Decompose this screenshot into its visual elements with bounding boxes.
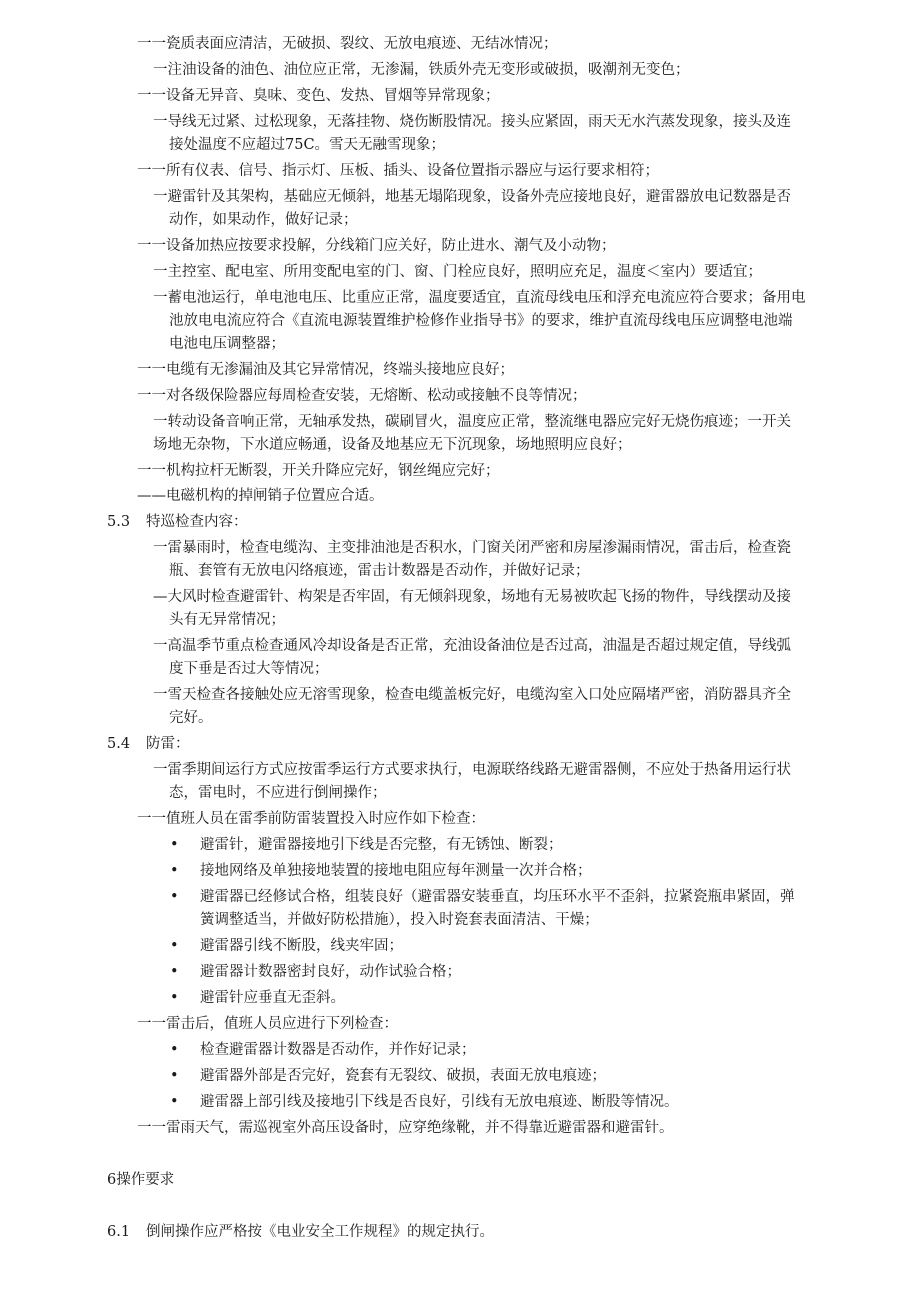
text-line: 一一设备加热应按要求投解，分线箱门应关好，防止进水、潮气及小动物； — [137, 238, 616, 254]
text-line: 一转动设备音响正常，无轴承发热，碳刷冒火，温度应正常，整流继电器应完好无烧伤痕迹；一开关 — [153, 414, 791, 430]
section-heading: 倒闸操作应严格按《电业安全工作规程》的规定执行。 — [146, 1224, 494, 1240]
section-number: 6.1 — [107, 1224, 131, 1240]
text-line: 簧调整适当，并做好防松措施），投入时瓷套表面清洁、干燥； — [200, 912, 599, 928]
text-line: 一一瓷质表面应清洁，无破损、裂纹、无放电痕迹、无结冰情况； — [137, 36, 558, 52]
text-line: 避雷器已经修试合格，组装良好（避雷器安装垂直，均压环水平不歪斜，拉紧瓷瓶串紧固，弹 — [200, 889, 795, 905]
text-line: 避雷器引线不断股，线夹牢固； — [200, 938, 403, 954]
text-line: 检查避雷器计数器是否动作，并作好记录； — [200, 1042, 476, 1058]
bullet-icon: • — [170, 1068, 179, 1084]
bullet-icon: • — [170, 964, 179, 980]
text-line: 完好。 — [169, 710, 213, 726]
text-line: 一雷暴雨时，检查电缆沟、主变排油池是否积水，门窗关闭严密和房屋渗漏雨情况，雷击后，检查瓷 — [153, 540, 791, 556]
text-line: 一高温季节重点检查通风冷却设备是否正常，充油设备油位是否过高，油温是否超过规定值，导线弧 — [153, 638, 791, 654]
text-line: 一一设备无异音、臭味、变色、发热、冒烟等异常现象； — [137, 88, 500, 104]
text-line: 接处温度不应超过75C。雪天无融雪现象； — [169, 137, 446, 153]
text-line: 一一所有仪表、信号、指示灯、压板、插头、设备位置指示器应与运行要求相符； — [137, 163, 659, 179]
text-line: 头有无异常情况； — [169, 612, 285, 628]
section-number: 5.3 — [107, 514, 131, 530]
text-line: —大风时检查避雷针、构架是否牢固，有无倾斜现象，场地有无易被吹起飞扬的物件，导线摆动及接 — [153, 589, 791, 605]
text-line: 一注油设备的油色、油位应正常，无渗漏，铁质外壳无变形或破损，吸潮剂无变色； — [153, 62, 690, 78]
text-line: 动作，如果动作，做好记录； — [169, 212, 358, 228]
text-line: 瓶、套管有无放电闪络痕迹，雷击计数器是否动作，并做好记录； — [169, 563, 590, 579]
bullet-icon: • — [170, 863, 179, 879]
bullet-icon: • — [170, 990, 179, 1006]
text-line: 一一雷雨天气，需巡视室外高压设备时，应穿绝缘靴，并不得靠近避雷器和避雷针。 — [137, 1120, 674, 1136]
text-line: 电池电压调整器； — [169, 336, 285, 352]
text-line: 池放电电流应符合《直流电源装置维护检修作业指导书》的要求，维护直流母线电压应调整电池端 — [169, 313, 793, 329]
text-line: 态，雷电时，不应进行倒闸操作； — [169, 785, 387, 801]
section-heading: 防雷： — [146, 736, 190, 752]
text-line: 接地网络及单独接地装置的接地电阻应每年测量一次并合格； — [200, 863, 592, 879]
text-line: 避雷针，避雷器接地引下线是否完整，有无锈蚀、断裂； — [200, 837, 563, 853]
text-line: 一雪天检查各接触处应无溶雪现象，检查电缆盖板完好，电缆沟室入口处应隔堵严密，消防器具齐全 — [153, 687, 791, 703]
section-number: 5.4 — [107, 736, 131, 752]
section-heading: 特巡检查内容： — [146, 514, 248, 530]
text-line: 避雷器上部引线及接地引下线是否良好，引线有无放电痕迹、断股等情况。 — [200, 1094, 679, 1110]
text-line: 度下垂是否过大等情况； — [169, 661, 329, 677]
text-line: 一一机构拉杆无断裂，开关升降应完好，钢丝绳应完好； — [137, 463, 500, 479]
bullet-icon: • — [170, 889, 179, 905]
bullet-icon: • — [170, 837, 179, 853]
text-line: 一导线无过紧、过松现象，无落挂物、烧伤断股情况。接头应紧固，雨天无水汽蒸发现象，接头及连 — [153, 114, 791, 130]
text-line: 一一雷击后，值班人员应进行下列检查： — [137, 1016, 398, 1032]
text-line: ——电磁机构的掉闸销子位置应合适。 — [137, 488, 384, 504]
text-line: 场地无杂物，下水道应畅通，设备及地基应无下沉现象，场地照明应良好； — [153, 437, 632, 453]
text-line: 一主控室、配电室、所用变配电室的门、窗、门栓应良好，照明应充足，温度＜室内）要适宜； — [153, 264, 762, 280]
bullet-icon: • — [170, 1094, 179, 1110]
text-line: 一蓄电池运行，单电池电压、比重应正常，温度要适宜，直流母线电压和浮充电流应符合要求；备用电 — [153, 290, 806, 306]
text-line: 一避雷针及其架构，基础应无倾斜，地基无塌陷现象，设备外壳应接地良好，避雷器放电记数器是否 — [153, 189, 791, 205]
text-line: 一雷季期间运行方式应按雷季运行方式要求执行，电源联络线路无避雷器侧，不应处于热备用运行状 — [153, 762, 791, 778]
text-line: 6操作要求 — [107, 1172, 175, 1188]
text-line: 避雷针应垂直无歪斜。 — [200, 990, 345, 1006]
text-line: 避雷器外部是否完好，瓷套有无裂纹、破损，表面无放电痕迹； — [200, 1068, 606, 1084]
text-line: 一一电缆有无渗漏油及其它异常情况，终端头接地应良好； — [137, 362, 514, 378]
text-line: 一一对各级保险器应每周检查安装，无熔断、松动或接触不良等情况； — [137, 388, 587, 404]
bullet-icon: • — [170, 938, 179, 954]
text-line: 避雷器计数器密封良好，动作试验合格； — [200, 964, 461, 980]
text-line: 一一值班人员在雷季前防雷装置投入时应作如下检查： — [137, 811, 485, 827]
bullet-icon: • — [170, 1042, 179, 1058]
